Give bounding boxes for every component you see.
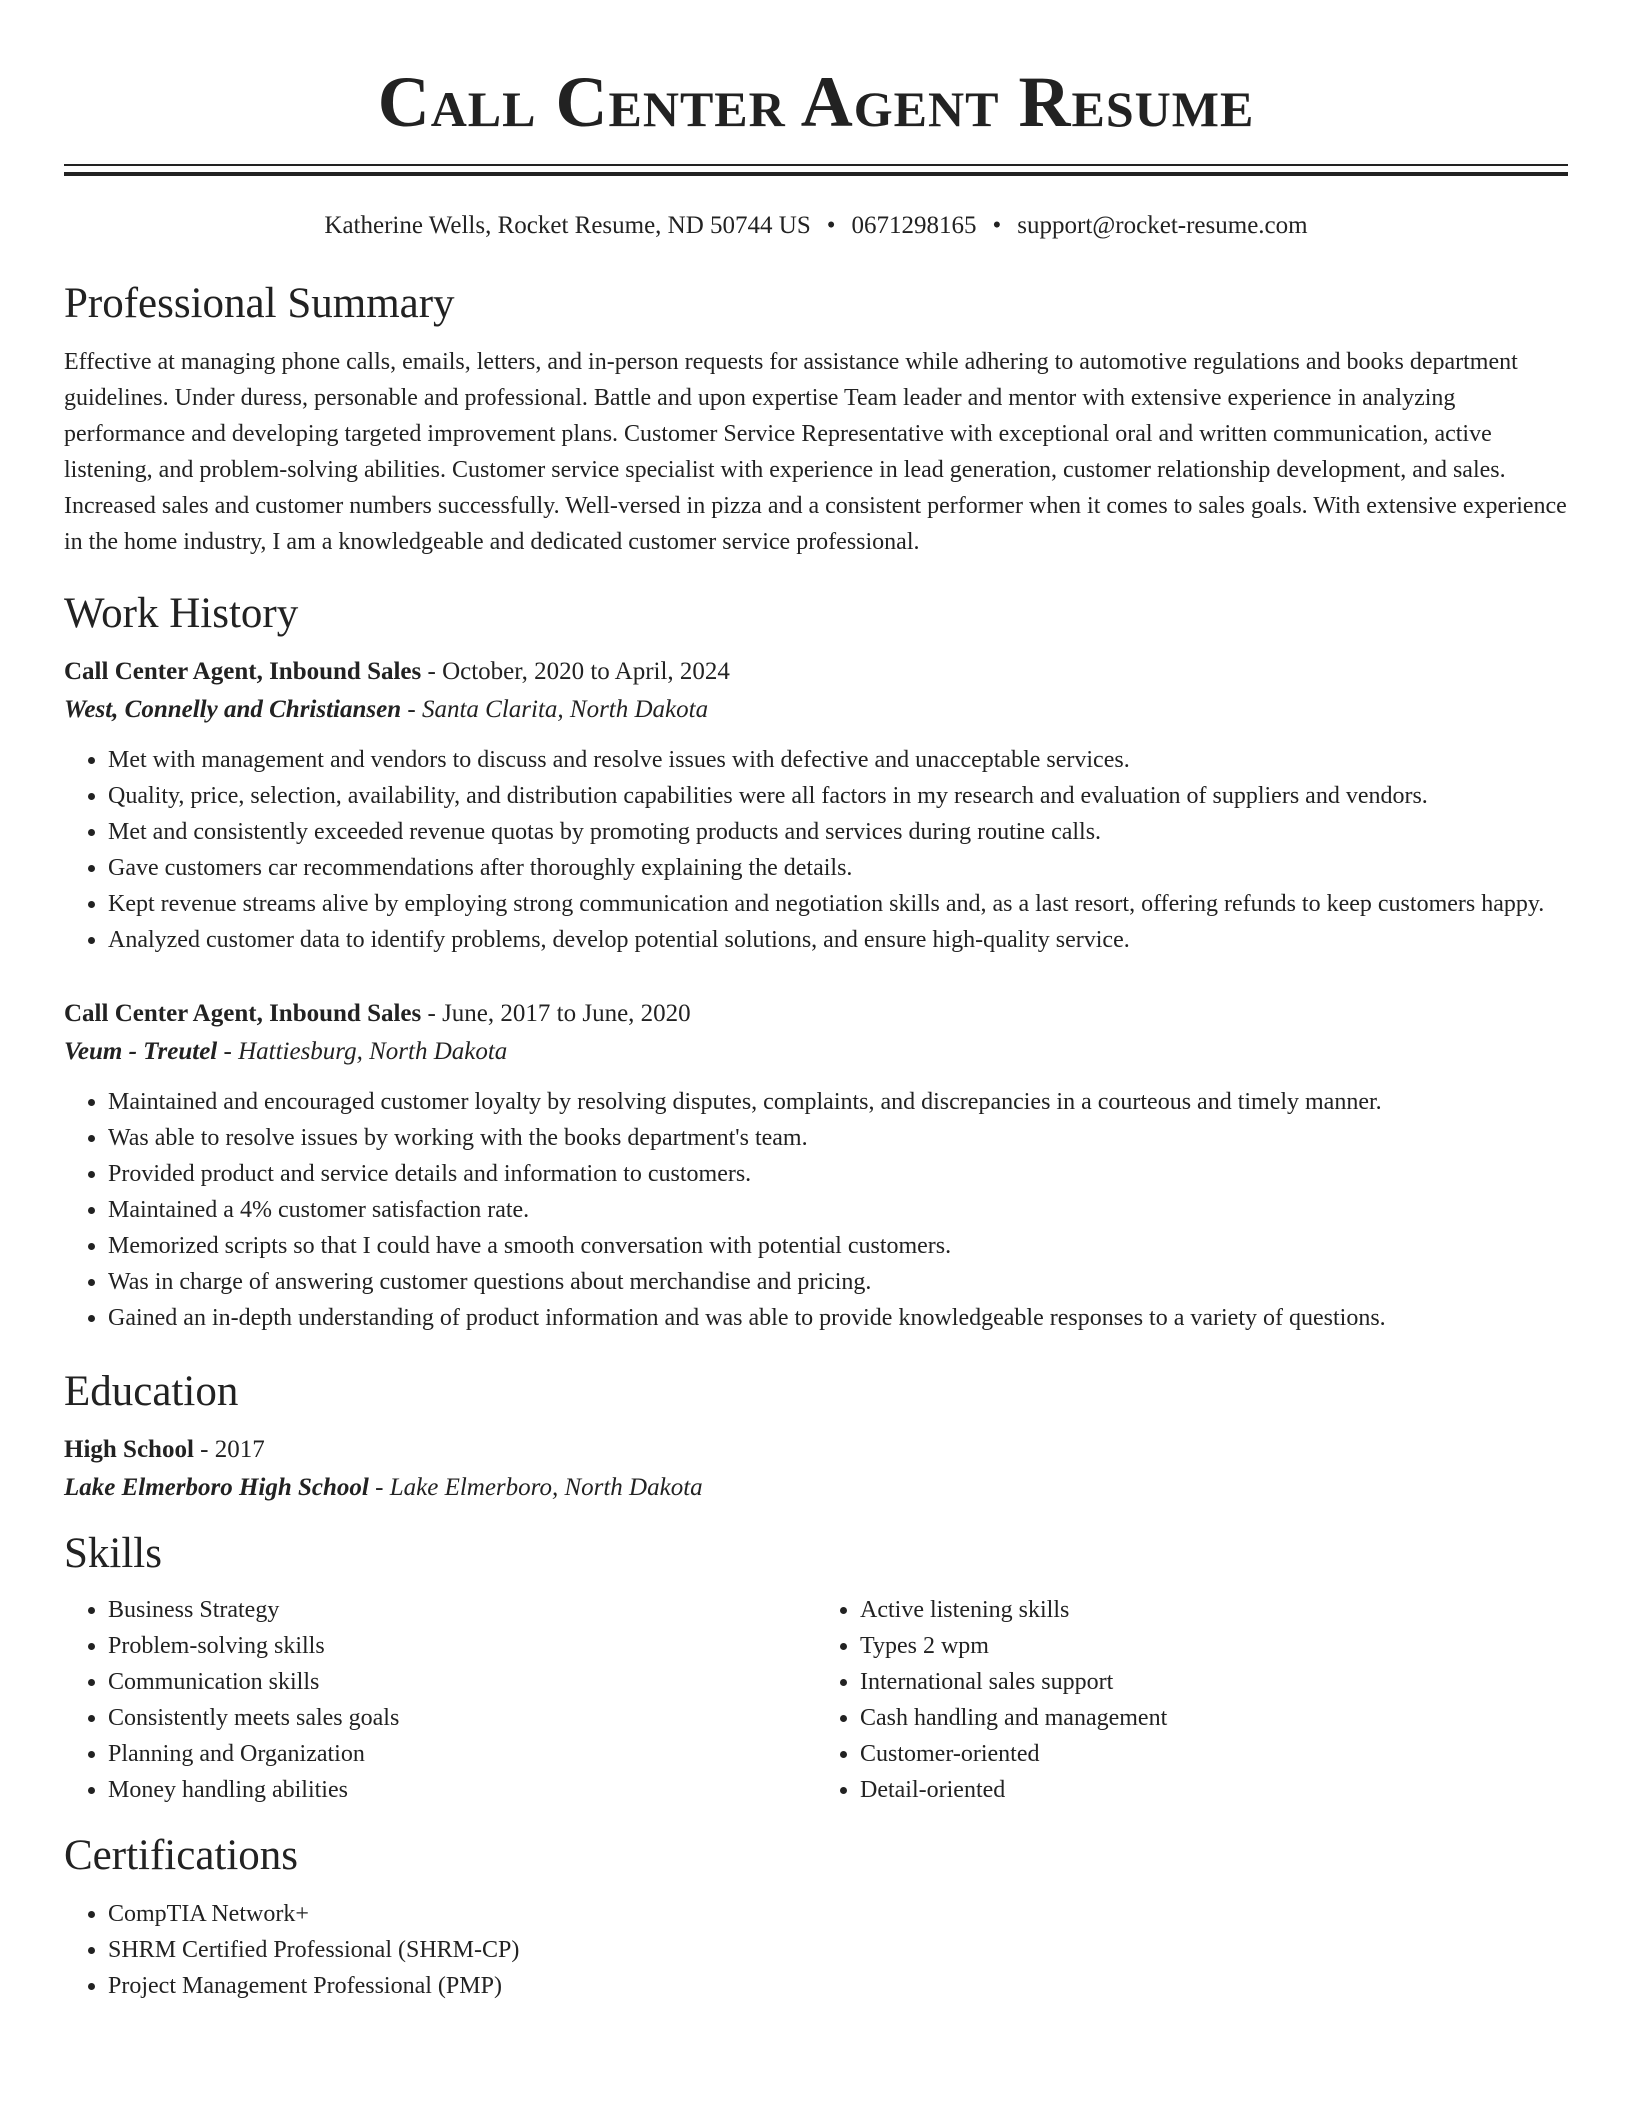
skill-item: • Business Strategy <box>108 1592 816 1628</box>
education-school-line: Lake Elmerboro High School - Lake Elmerboro, North Dakota <box>64 1474 703 1501</box>
job-location: Santa Clarita, North Dakota <box>421 696 709 723</box>
job-dates: October, 2020 to April, 2024 <box>442 658 730 685</box>
skill-item: • Cash handling and management <box>860 1700 1568 1736</box>
skill-item: • Active listening skills <box>860 1592 1568 1628</box>
education-heading: Education <box>64 1368 239 1415</box>
skill-item: • Communication skills <box>108 1664 816 1700</box>
job-company: Veum - Treutel <box>64 1038 218 1065</box>
contact-line <box>64 210 1568 242</box>
contact-phone: 0671298165 <box>851 212 977 239</box>
skill-item: • Consistently meets sales goals <box>108 1700 816 1736</box>
certification-item: • CompTIA Network+ <box>108 1896 1568 1932</box>
job-company: West, Connelly and Christiansen <box>64 696 402 723</box>
job-bullet: • Was in charge of answering customer questions about merchandise and pricing. <box>108 1264 1568 1300</box>
skill-item: • Types 2 wpm <box>860 1628 1568 1664</box>
certification-item: • SHRM Certified Professional (SHRM-CP) <box>108 1932 1568 1968</box>
skills-list-right <box>816 1592 1568 1808</box>
skills-heading: Skills <box>64 1530 162 1577</box>
certifications-list <box>64 1896 1568 2004</box>
skill-item: • Money handling abilities <box>108 1772 816 1808</box>
job-bullet: • Was able to resolve issues by working with the books department's team. <box>108 1120 1568 1156</box>
job-bullet: • Maintained a 4% customer satisfaction rate. <box>108 1192 1568 1228</box>
contact-separator: • <box>826 212 836 239</box>
job-title-line: Call Center Agent, Inbound Sales - October, 2020 to April, 2024 <box>64 658 730 685</box>
work-history-heading: Work History <box>64 590 299 637</box>
skill-item: • Customer-oriented <box>860 1736 1568 1772</box>
summary-text: Effective at managing phone calls, emails, letters, and in-person requests for assistance while adhering to automotive regulations and books department guidelines. Under duress, personable and professional. Battle and upon expertise Team leader and mentor with extensive experience in analyzing performance and developing targeted improvement plans. Customer Service Representative with exceptional oral and written communication, active listening, and problem-solving abilities. Customer service specialist with experience in lead generation, customer relationship development, and sales. Increased sales and customer numbers successfully. Well-versed in pizza and a consistent performer when it comes to sales goals. With extensive experience in the home industry, I am a knowledgeable and dedicated customer service professional. <box>64 349 1567 555</box>
job-bullet: • Analyzed customer data to identify problems, develop potential solutions, and ensure high-quality service. <box>108 922 1568 958</box>
job-title: Call Center Agent, Inbound Sales <box>64 658 422 685</box>
summary-heading: Professional Summary <box>64 280 455 327</box>
job-bullet: • Memorized scripts so that I could have a smooth conversation with potential customers. <box>108 1228 1568 1264</box>
contact-separator: • <box>992 212 1002 239</box>
education-degree: High School <box>64 1436 194 1463</box>
job-company-line: Veum - Treutel - Hattiesburg, North Dakota <box>64 1038 508 1065</box>
certification-item: • Project Management Professional (PMP) <box>108 1968 1568 2004</box>
job-bullet: • Maintained and encouraged customer loyalty by resolving disputes, complaints, and discrepancies in a courteous and timely manner. <box>108 1084 1568 1120</box>
skills-grid <box>64 1592 1568 1808</box>
job-bullet: • Kept revenue streams alive by employing strong communication and negotiation skills and, as a last resort, offering refunds to keep customers happy. <box>108 886 1568 922</box>
skills-list-left <box>64 1592 816 1808</box>
certifications-heading: Certifications <box>64 1832 299 1879</box>
job-entry <box>64 654 1568 958</box>
title-divider-thin <box>64 164 1568 166</box>
job-company-line: West, Connelly and Christiansen - Santa Clarita, North Dakota <box>64 696 709 723</box>
job-bullet: • Quality, price, selection, availability, and distribution capabilities were all factors in my research and evaluation of suppliers and vendors. <box>108 778 1568 814</box>
resume-title: Call Center Agent Resume <box>377 62 1255 142</box>
education-location: Lake Elmerboro, North Dakota <box>389 1474 703 1501</box>
job-bullet: • Met and consistently exceeded revenue quotas by promoting products and services during routine calls. <box>108 814 1568 850</box>
job-bullet: • Met with management and vendors to discuss and resolve issues with defective and unacceptable services. <box>108 742 1568 778</box>
job-location: Hattiesburg, North Dakota <box>238 1038 508 1065</box>
education-year: 2017 <box>214 1436 265 1463</box>
skill-item: • International sales support <box>860 1664 1568 1700</box>
education-degree-line: High School - 2017 <box>64 1436 265 1463</box>
job-bullets <box>64 742 1568 958</box>
job-dates: June, 2017 to June, 2020 <box>442 1000 691 1027</box>
job-bullets <box>64 1084 1568 1336</box>
job-title: Call Center Agent, Inbound Sales <box>64 1000 422 1027</box>
skill-item: • Planning and Organization <box>108 1736 816 1772</box>
job-entry <box>64 996 1568 1336</box>
job-bullet: • Gave customers car recommendations after thoroughly explaining the details. <box>108 850 1568 886</box>
job-bullet: • Provided product and service details and information to customers. <box>108 1156 1568 1192</box>
education-entry <box>64 1432 1568 1506</box>
skill-item: • Problem-solving skills <box>108 1628 816 1664</box>
contact-address: Katherine Wells, Rocket Resume, ND 50744 US <box>324 212 811 239</box>
skill-item: • Detail-oriented <box>860 1772 1568 1808</box>
contact-email: support@rocket-resume.com <box>1017 212 1308 239</box>
job-title-line: Call Center Agent, Inbound Sales - June, 2017 to June, 2020 <box>64 1000 691 1027</box>
job-bullet: • Gained an in-depth understanding of product information and was able to provide knowledgeable responses to a variety of questions. <box>108 1300 1568 1336</box>
title-divider-thick <box>64 172 1568 176</box>
education-school: Lake Elmerboro High School <box>64 1474 369 1501</box>
